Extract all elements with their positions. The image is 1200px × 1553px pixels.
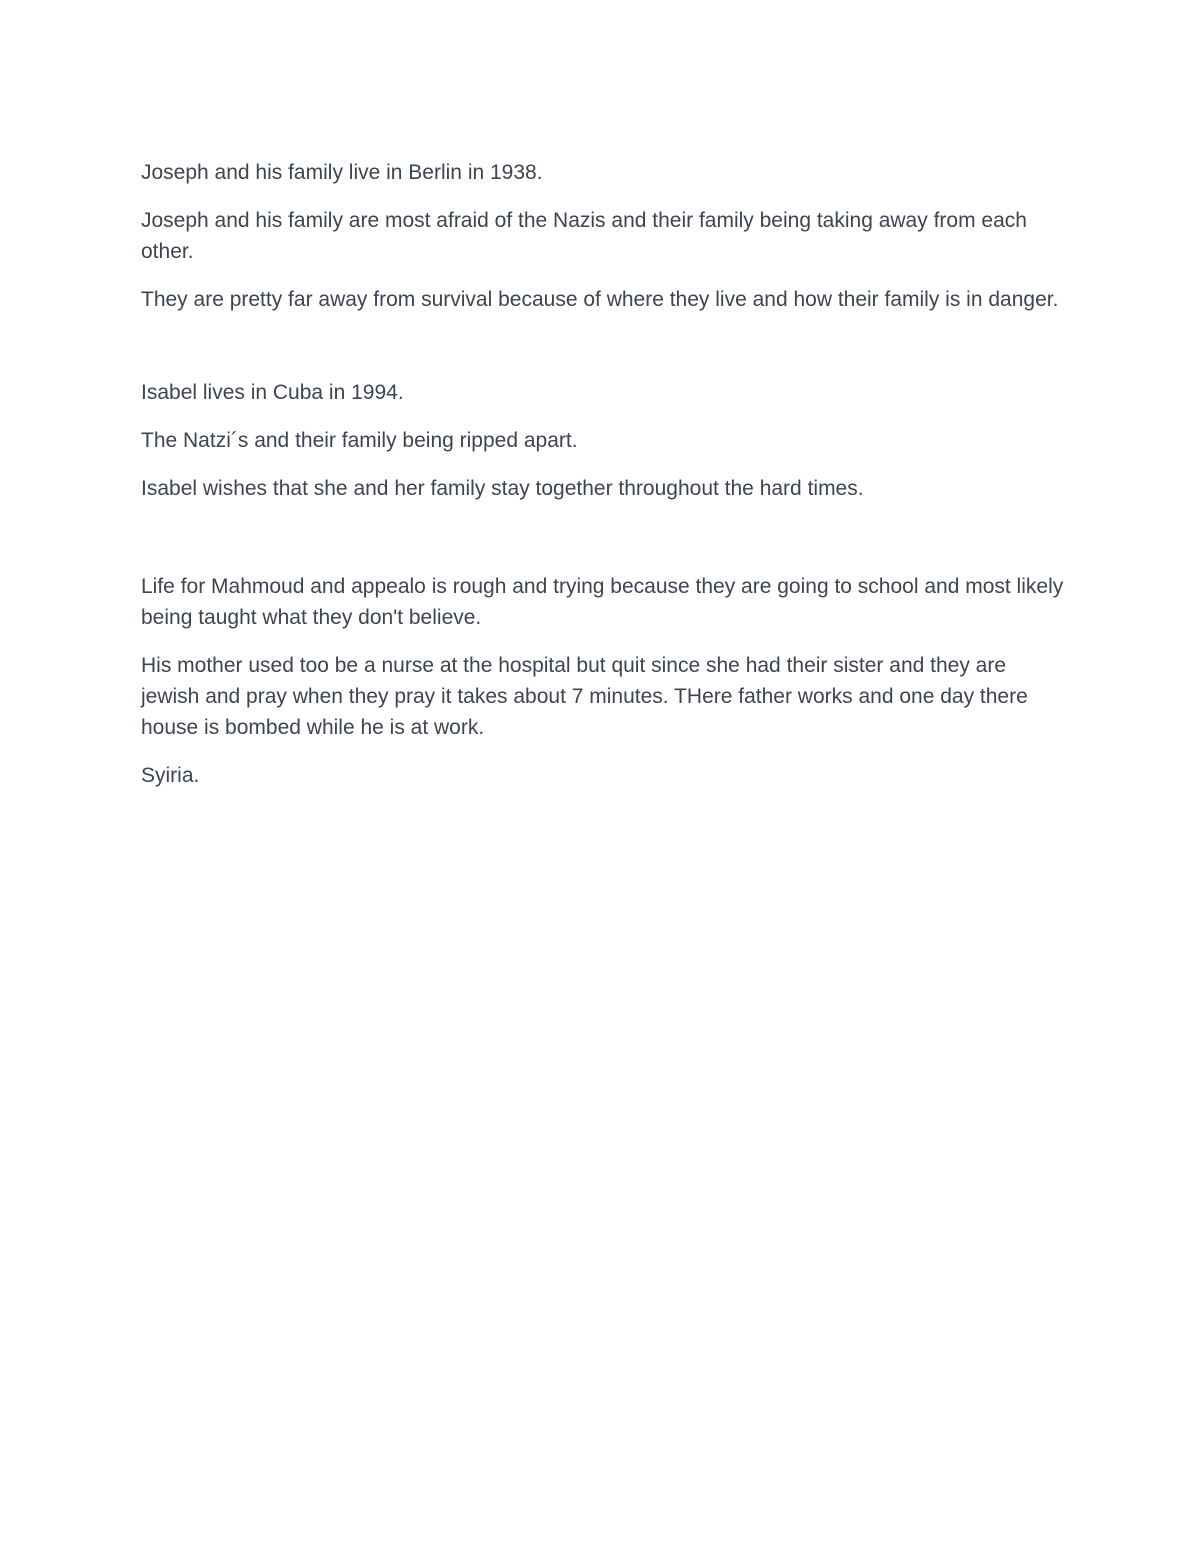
paragraph-joseph-location: Joseph and his family live in Berlin in 1938. (141, 161, 543, 184)
paragraph-mahmoud-location: Syiria. (141, 764, 200, 787)
paragraph-mahmoud-life: Life for Mahmoud and appealo is rough and trying because they are going to school and most likely being taught what they don't believe. (141, 575, 1064, 629)
paragraph-isabel-fears: The Natzi´s and their family being ripped apart. (141, 429, 578, 452)
paragraph-spacer (141, 332, 1066, 377)
paragraph-joseph-fears: Joseph and his family are most afraid of the Nazis and their family being taking away from each other. (141, 209, 1027, 263)
document-body (141, 157, 1066, 808)
paragraph-isabel-wish: Isabel wishes that she and her family stay together throughout the hard times. (141, 477, 864, 500)
paragraph-joseph-survival: They are pretty far away from survival because of where they live and how their family is in danger. (141, 288, 1059, 311)
paragraph-mahmoud-family: His mother used too be a nurse at the hospital but quit since she had their sister and they are jewish and pray when they pray it takes about 7 minutes. THere father works and one day there house is bombed while he is at work. (141, 654, 1028, 739)
paragraph-spacer (141, 521, 1066, 571)
paragraph-isabel-location: Isabel lives in Cuba in 1994. (141, 381, 404, 404)
